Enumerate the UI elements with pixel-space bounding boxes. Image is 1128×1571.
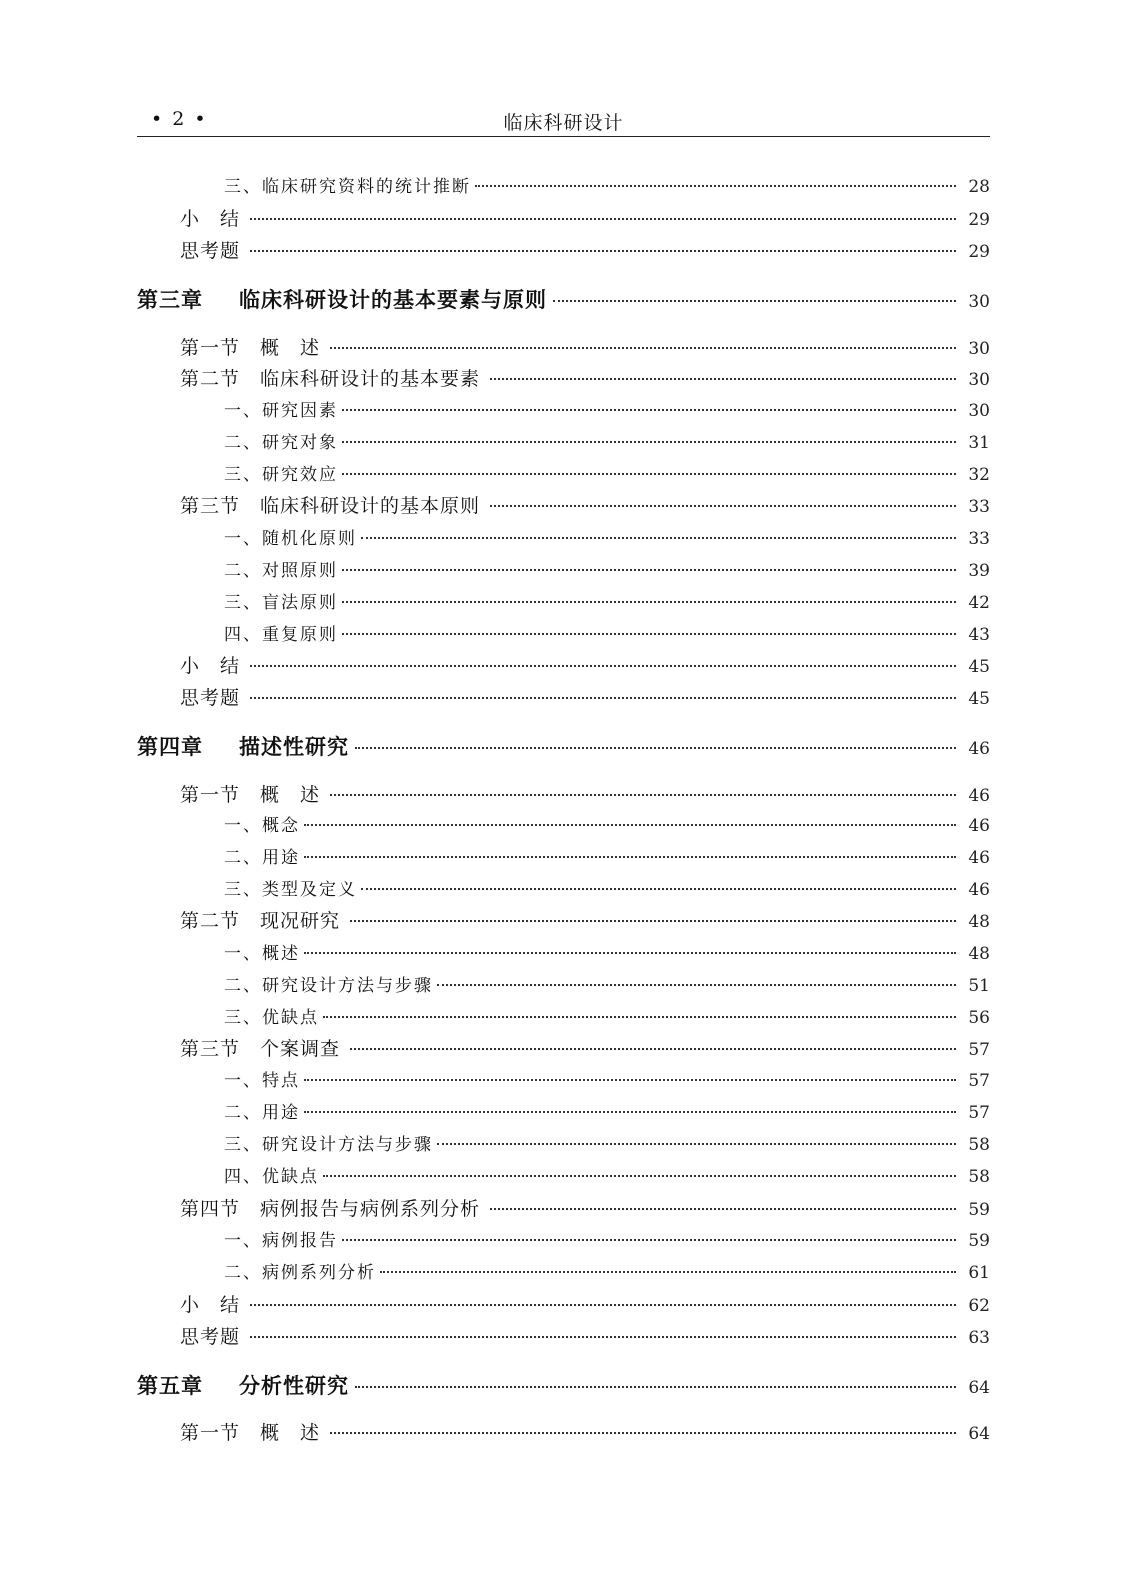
toc-page-number: 30	[968, 292, 990, 312]
dot-leader	[304, 952, 956, 954]
toc-entry-title: 三、类型及定义	[224, 880, 357, 900]
toc-entry-title: 小 结	[180, 208, 241, 230]
toc-section[interactable]	[180, 1194, 990, 1220]
dot-leader	[350, 920, 956, 922]
chapter-number: 第五章	[137, 1374, 203, 1398]
section-title: 概 述	[260, 784, 321, 806]
toc-page-number: 46	[968, 848, 990, 868]
section-title: 现况研究	[260, 910, 341, 932]
toc-summary[interactable]	[180, 651, 990, 677]
section-number: 第一节	[180, 784, 241, 806]
section-title: 概 述	[260, 1422, 321, 1444]
toc-subitem[interactable]	[224, 588, 990, 614]
dot-leader	[490, 505, 956, 507]
toc-page-number: 58	[968, 1167, 990, 1187]
toc-questions[interactable]	[180, 683, 990, 709]
dot-leader	[342, 633, 956, 635]
toc-page-number: 48	[968, 912, 990, 932]
section-number: 第一节	[180, 1422, 241, 1444]
toc-subitem[interactable]	[224, 971, 990, 997]
toc-subitem[interactable]	[224, 524, 990, 550]
dot-leader	[380, 1271, 956, 1273]
toc-page-number: 46	[968, 786, 990, 806]
dot-leader	[350, 1048, 956, 1050]
toc-page-number: 56	[968, 1008, 990, 1028]
toc-page-number: 28	[968, 177, 990, 197]
toc-entry-title: 四、优缺点	[224, 1167, 319, 1187]
toc-entry-title: 三、盲法原则	[224, 593, 338, 613]
toc-page-number: 57	[968, 1071, 990, 1091]
chapter-title: 分析性研究	[239, 1374, 349, 1398]
toc-page-number: 29	[968, 210, 990, 230]
dot-leader	[250, 218, 956, 220]
toc-chapter[interactable]	[137, 731, 990, 757]
toc-entry-title: 三、优缺点	[224, 1008, 319, 1028]
toc-entry-title: 二、对照原则	[224, 561, 338, 581]
toc-page-number: 30	[968, 401, 990, 421]
toc-page-number: 45	[968, 689, 990, 709]
toc-page-number: 45	[968, 657, 990, 677]
toc-subitem[interactable]	[224, 620, 990, 646]
toc-section[interactable]	[180, 1034, 990, 1060]
dot-leader	[342, 1239, 956, 1241]
toc-page-number: 46	[968, 880, 990, 900]
dot-leader	[250, 697, 956, 699]
toc-subitem[interactable]	[224, 172, 990, 198]
toc-entry-title: 三、研究效应	[224, 465, 338, 485]
section-title: 概 述	[260, 337, 321, 359]
toc-page-number: 29	[968, 242, 990, 262]
section-title: 临床科研设计的基本原则	[260, 495, 481, 517]
dot-leader	[250, 1336, 956, 1338]
dot-leader	[342, 441, 956, 443]
toc-page-number: 61	[968, 1263, 990, 1283]
toc-page-number: 43	[968, 625, 990, 645]
toc-entry-title: 小 结	[180, 1294, 241, 1316]
toc-page-number: 51	[968, 976, 990, 996]
dot-leader	[304, 1079, 956, 1081]
toc-subitem[interactable]	[224, 811, 990, 837]
toc-page-number: 57	[968, 1040, 990, 1060]
chapter-number: 第四章	[137, 735, 203, 759]
toc-subitem[interactable]	[224, 1003, 990, 1029]
dot-leader	[361, 888, 956, 890]
dot-leader	[355, 1386, 956, 1388]
toc-section[interactable]	[180, 1418, 990, 1444]
toc-entry-title: 一、随机化原则	[224, 529, 357, 549]
toc-entry-title: 一、概述	[224, 944, 300, 964]
toc-questions[interactable]	[180, 236, 990, 262]
toc-page-number: 31	[968, 433, 990, 453]
toc-page-number: 33	[968, 497, 990, 517]
toc-entry-title: 四、重复原则	[224, 625, 338, 645]
dot-leader	[250, 250, 956, 252]
toc-page-number: 42	[968, 593, 990, 613]
toc-page-number: 58	[968, 1135, 990, 1155]
toc-section[interactable]	[180, 906, 990, 932]
dot-leader	[323, 1175, 956, 1177]
toc-entry-title: 思考题	[180, 687, 241, 709]
toc-section[interactable]	[180, 780, 990, 806]
toc-page-number: 33	[968, 529, 990, 549]
toc-page-number: 62	[968, 1296, 990, 1316]
dot-leader	[437, 984, 956, 986]
dot-leader	[361, 537, 956, 539]
dot-leader	[342, 473, 956, 475]
toc-subitem[interactable]	[224, 1098, 990, 1124]
toc-subitem[interactable]	[224, 1162, 990, 1188]
toc-page-number: 64	[968, 1378, 990, 1398]
toc-page-number: 46	[968, 739, 990, 759]
page-number: • 2 •	[151, 108, 208, 130]
section-title: 临床科研设计的基本要素	[260, 368, 481, 390]
dot-leader	[250, 665, 956, 667]
dot-leader	[330, 1432, 956, 1434]
toc-subitem[interactable]	[224, 1226, 990, 1252]
toc-section[interactable]	[180, 364, 990, 390]
dot-leader	[475, 185, 956, 187]
toc-subitem[interactable]	[224, 1258, 990, 1284]
toc-page-number: 59	[968, 1231, 990, 1251]
toc-page-number: 32	[968, 465, 990, 485]
toc-section[interactable]	[180, 333, 990, 359]
dot-leader	[304, 824, 956, 826]
toc-questions[interactable]	[180, 1322, 990, 1348]
toc-entry-title: 二、用途	[224, 848, 300, 868]
chapter-number: 第三章	[137, 288, 203, 312]
toc-entry-title: 三、临床研究资料的统计推断	[224, 177, 471, 197]
toc-entry-title: 一、特点	[224, 1071, 300, 1091]
toc-subitem[interactable]	[224, 939, 990, 965]
toc-page-number: 30	[968, 370, 990, 390]
toc-chapter[interactable]	[137, 284, 990, 310]
toc-subitem[interactable]	[224, 843, 990, 869]
chapter-title: 临床科研设计的基本要素与原则	[239, 288, 547, 312]
toc-entry-title: 二、病例系列分析	[224, 1263, 376, 1283]
dot-leader	[490, 378, 956, 380]
toc-entry-title: 思考题	[180, 1326, 241, 1348]
toc-page-number: 63	[968, 1328, 990, 1348]
toc-page-number: 39	[968, 561, 990, 581]
dot-leader	[342, 601, 956, 603]
toc-chapter[interactable]	[137, 1370, 990, 1396]
toc-entry-title: 一、研究因素	[224, 401, 338, 421]
toc-page-number: 48	[968, 944, 990, 964]
dot-leader	[304, 856, 956, 858]
toc-summary[interactable]	[180, 204, 990, 230]
toc-subitem[interactable]	[224, 428, 990, 454]
toc-page-number: 46	[968, 816, 990, 836]
toc-subitem[interactable]	[224, 556, 990, 582]
toc-section[interactable]	[180, 491, 990, 517]
toc-subitem[interactable]	[224, 396, 990, 422]
toc-page-number: 57	[968, 1103, 990, 1123]
dot-leader	[304, 1111, 956, 1113]
toc-page-number: 64	[968, 1424, 990, 1444]
toc-entry-title: 二、用途	[224, 1103, 300, 1123]
toc-subitem[interactable]	[224, 1066, 990, 1092]
toc-entry-title: 三、研究设计方法与步骤	[224, 1135, 433, 1155]
dot-leader	[323, 1016, 956, 1018]
section-title: 病例报告与病例系列分析	[260, 1198, 481, 1220]
running-title: 临床科研设计	[503, 112, 624, 134]
toc-page-number: 30	[968, 339, 990, 359]
dot-leader	[355, 747, 956, 749]
toc-entry-title: 一、病例报告	[224, 1231, 338, 1251]
toc-entry-title: 二、研究设计方法与步骤	[224, 976, 433, 996]
dot-leader	[553, 300, 956, 302]
dot-leader	[437, 1143, 956, 1145]
dot-leader	[330, 347, 956, 349]
section-number: 第四节	[180, 1198, 241, 1220]
section-number: 第三节	[180, 1038, 241, 1060]
toc-page-number: 59	[968, 1200, 990, 1220]
section-number: 第二节	[180, 910, 241, 932]
toc-entry-title: 思考题	[180, 240, 241, 262]
section-title: 个案调查	[260, 1038, 341, 1060]
toc-entry-title: 一、概念	[224, 816, 300, 836]
toc-entry-title: 二、研究对象	[224, 433, 338, 453]
toc-entry-title: 小 结	[180, 655, 241, 677]
dot-leader	[342, 569, 956, 571]
dot-leader	[250, 1304, 956, 1306]
toc-subitem[interactable]	[224, 1130, 990, 1156]
toc-subitem[interactable]	[224, 875, 990, 901]
toc-subitem[interactable]	[224, 460, 990, 486]
section-number: 第一节	[180, 337, 241, 359]
dot-leader	[330, 794, 956, 796]
dot-leader	[490, 1208, 956, 1210]
chapter-title: 描述性研究	[239, 735, 349, 759]
section-number: 第三节	[180, 495, 241, 517]
toc-summary[interactable]	[180, 1290, 990, 1316]
section-number: 第二节	[180, 368, 241, 390]
dot-leader	[342, 409, 956, 411]
